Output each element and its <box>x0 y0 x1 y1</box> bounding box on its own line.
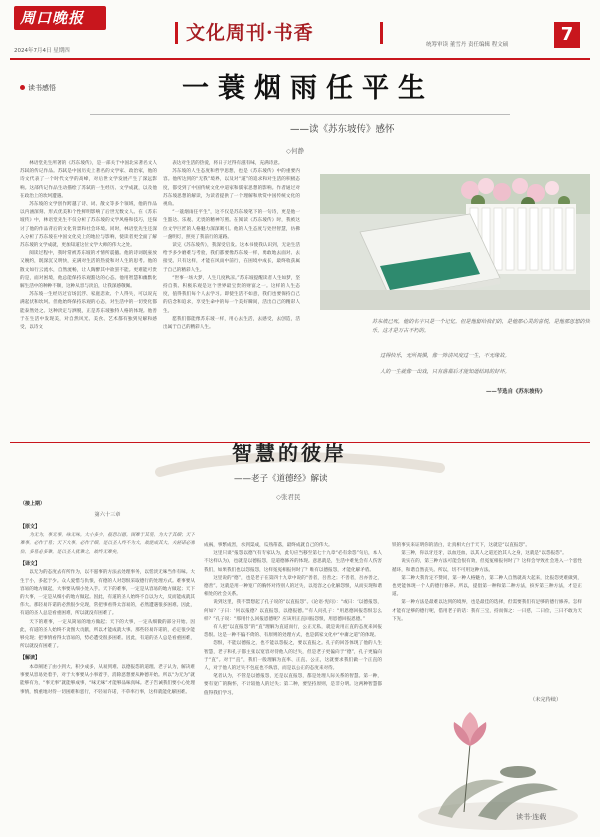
to-be-continued: （未完待续） <box>530 697 562 703</box>
masthead-logo <box>14 6 106 30</box>
article2-col3-para: 第二种大我肯定不赞同，第一种人格魅力，第二种人自然就高大起来，比报怨更难做到，也更能体现一个人的德行修养。所以，提倡第一种和第二种方法，摈弃第三种方法，才是正道。 <box>392 575 582 598</box>
article1-column-2 <box>163 160 300 440</box>
original-heading: 【原文】 <box>20 523 41 530</box>
pull-quote-2: 人的一生就像一出戏，只有落幕后才能知道结局的好坏。 <box>380 369 510 375</box>
masthead-editors: 统筹审读 董雪丹 责任编辑 程文硕 <box>426 42 509 48</box>
book-photo-illustration <box>320 174 590 310</box>
original-text: 为无为，事无事，味无味。大小多少，报怨以德。图难于其易，为大于其细；天下难事，必作于易；天下大事，必作于细。是以圣人终不为大，故能成其大。夫轻诺必寡信，多易必多难。是以圣人犹难之，故终无难矣。 <box>20 533 195 555</box>
article1-author: ◇何静 <box>286 147 304 155</box>
quote-source: ——节选自《苏东坡传》 <box>486 389 546 395</box>
translation-para: 天下的难事，一定从简易的地方做起；天下的大事，一定从细微的部分开始。因此，有道的圣人始终不贪图大贡献，所以才能成就大事。那些轻易许诺的，必定很少能够兑现；把事情看得太容易的，势必遭受很多困难。因此，有道的圣人总是看重困难，所以就没有困难了。 <box>20 619 195 650</box>
article2-col3-para: 第三种，你以牙还牙，以血还血，以其人之道还治其人之身，这就是“以怨报怨”。 <box>401 551 567 557</box>
article-1 <box>0 62 600 442</box>
interpret-para: 本章阐述了由小到大、积少成多，从易到难、以德报怨的道理。老子认为，解决难事要从容易处着手，对于大事要从小事着手，消除恶想要从种德开始。所以“为无为”就能够有为，“事无事”就能够成事，“味无味”才能够品味真味。老子告诫我们要小心处理事情，慎重地对待一切困难和恶行，不轻易许诺，不草率行事，这样就能化解困难。 <box>20 665 195 695</box>
article1-col2-para: 愿我们都能像苏东坡一样，用心去生活，去感受，去创造，活出属于自己的精彩人生。 <box>163 316 300 331</box>
interpret-heading: 【解读】 <box>20 655 41 662</box>
page-number-box <box>554 22 580 48</box>
book-photo <box>320 174 590 310</box>
article2-author: ◇张君民 <box>276 493 301 501</box>
article2-col2-para: 笔者认为，不管是以德报怨，还是以直报怨，都是处理人际关系的智慧。第一种，要有宽广的胸怀，不计较他人的过失；第二种，要坚持原则，是非分明。这两种智慧都值得我们学习。 <box>204 674 382 696</box>
masthead <box>0 0 600 62</box>
stamp-label: 读书·连载 <box>516 813 547 821</box>
masthead-section-title: 文化周刊·书香 <box>186 22 314 44</box>
masthead-bar-left <box>175 22 178 44</box>
article-2 <box>0 441 600 837</box>
article2-col2-para: 怨恨，不能以德报之，也不能以怨报之，要以直报之。孔子的回答体现了他的人生智慧，老子和孔子都主张以宽容对待他人的过失，但是老子更偏向于“德”，孔子更偏向于“直”。对于“直”，我们一般理解为直率、正直、公正，这就要求我们做一个正直的人，对于他人的过失不包庇也不纵容，而是以公正的态度来对待。 <box>204 641 382 672</box>
article2-col3-para: 铁的事实来证明你的清白，让真相大白于天下，这就是“以直报怨”。 <box>392 543 530 548</box>
article2-subtitle: ——老子《道德经》解读 <box>234 474 328 484</box>
translation-heading: 【译文】 <box>20 560 41 567</box>
article1-title: 一蓑烟雨任平生 <box>182 73 434 104</box>
article2-column-3 <box>392 542 582 692</box>
article1-col2-para: 苏东坡的人生态度和哲学思想，也是《苏东坡传》中的重要内容。他所达到的“无我”境界，以及对“道”的追求和对生活的积极态度，都受到了中国传统文化中道家和儒家思想的影响。作者通过对苏东坡思想的解读，为读者提供了一个理解和欣赏中国传统文化的视角。 <box>163 169 300 208</box>
lotus-illustration <box>408 706 588 836</box>
article2-col2-para: 成祸，事繁成害，水到渠成，瓜熟蒂落，最终成就自己的伟大。 <box>204 543 333 548</box>
photo-caption: 苏东坡已死，他的名字只是一个记忆。但是他留给我们的，是他那心灵的喜悦，是他那思想的快乐，这才是万古不朽的。 <box>372 319 590 334</box>
article2-col2-para: 这里只谈“报怨以德”(有专家认为，此句应当移至第七十九章“必有余怨”句后，本人不这样认为)，也就是以德报怨，是道德修养的体现。意思就是，生活中难免会有人伤害我们，如果我们也以怨报怨，这样冤冤相报何时了？唯有以德报怨，才能化解矛盾。 <box>204 551 382 573</box>
page-number: 7 <box>560 24 574 45</box>
continue-note: （接上期） <box>20 501 46 507</box>
pull-quote: 过得快乐，无所畏惧，像一阵清风度过一生，不无缘故。 <box>380 353 510 359</box>
chapter-heading: 第六十三章 <box>94 511 121 518</box>
article1-subtitle: ——读《苏东坡传》感怀 <box>290 124 395 135</box>
article1-col2-para: 读完《苏东坡传》，我深受启发。这本书使我认识到，无论生活给予多少磨难与考验，我们都要像苏东坡一样，勇敢地去面对、去接受。只有这样，才能在风雨中前行，在困境中成长，最终收获属于自己的精彩人生。 <box>163 243 300 273</box>
article1-column-1 <box>20 160 157 440</box>
masthead-logo-text: 周口晚报 <box>20 9 85 27</box>
article1-col2-para: “世事一场大梦，人生几度秋凉。”苏东坡提醒读者人生如梦，坚持自我、积极乐观是这个世界最宝贵的财富之一。这样的人生态度，值得我们每个人去学习。即使生活不如意，我们也要保持自己的信念和追求，享受生命中的每一个美好瞬间，活出自己的精彩人生。 <box>163 275 300 314</box>
article1-col1-para: 苏东坡的文学创作跨越了诗、词、散文等多个领域，他的作品以内涵深刻、形式优美和个性鲜明影响了后世无数文人。在《苏东坡传》中，林语堂先生不仅分析了苏东坡的文学风格和技巧，还探讨了他的作品背后的文化背景和社会环境。同时，林语堂先生还深入分析了苏东坡在中国文化史上的地位与影响，使读者更全面了解苏东坡的文学成就，更加知道这位文学大师的伟大之处。 <box>20 202 157 249</box>
article1-label-text: 读书感悟 <box>28 84 56 92</box>
article2-col2-para: 说到这里，我不禁想起了孔子说的“以直报怨”。《论语·宪问》：“或曰：‘以德报怨，何如？’子曰：‘何以报德？以直报怨，以德报德。’”有人问孔子：“用恩德回报怨恨怎么样？”孔子说：“那用什么回报恩德呢？应该用正直回报怨恨，用恩德回报恩德。” <box>204 600 382 622</box>
article1-label <box>20 80 70 96</box>
translation-para: 以无为的态度去有所作为，以不滋事的方法去处理事务，以恬淡无味当作有味。大生于小，多起于少。众人爱惜与仇恨，有德的人对怨恨采取德行的处理方式。难事要从容易的地方做起，大事要从细小处入手。天下的难事，一定是从容易的地方做起；天下的大事，一定是从细小的地方做起。因此，有道的圣人始终不自以为大，反而能成就其伟大。那轻易许诺的必然很少兑现，常把事看得太容易的，必然遭遇很多困难。因此，有道的圣人总是看重困难，所以就没有困难了。 <box>20 570 195 617</box>
masthead-date: 2024年7月4日 星期四 <box>14 48 70 54</box>
article2-col2-para: 这里说的“德”，也是老子在第四十九章中说的“善者，吾善之；不善者，吾亦善之，德善”。这就是用一种宽广的胸怀对待别人的过失，以宽容之心化解怨恨，从而实现和谐相处的社会关系。 <box>204 575 382 598</box>
article1-col2-para: 表达对生活的热爱，将日子过得有滋有味，充满诗意。 <box>172 161 283 166</box>
article2-col3-para: 第一种方法是最难以达到的境界，也是最佳的选择，但需要我们有足够的德行修养。怎样才能有足够的德行呢，借用老子的话：我有三宝，持而保之：一曰慈，二曰俭，三曰不敢为天下先。 <box>392 600 582 622</box>
article1-label-dot <box>20 85 25 90</box>
article2-column-1 <box>20 498 195 834</box>
article1-col1-para: 阅读过程中，我时常被苏东坡的才情所震撼。他的诗词既豪放又婉约，既深沉又明快，充满对生活的热爱和对人生的思考。他的散文如行云流水，自然流畅，让人陶醉其中欲罢不能。更难能可贵的是，面对困境，他总能保持乐观豁达的心态。他用智慧和幽默化解生活中的种种不顺，这种从容与淡泊，让我深感敬佩。 <box>20 251 157 290</box>
article1-col2-para: “一蓑烟雨任平生”，这不仅是苏东坡笔下的一句诗，更是他一生豁达、乐观、无畏的精神写照。在阅读《苏东坡传》时，我被这位文学巨匠的人格魅力深深吸引。他的人生态度与处世智慧，仿佛一盏明灯，照亮了我前行的道路。 <box>163 210 300 240</box>
article1-title-rule <box>90 114 510 115</box>
article2-col2-para: 有人把“以直报怨”的“直”理解为直道而行，公正无私，就是说用正直的态度来回报怨恨。这是一种不偏不倚的、有原则的处理方式，也是儒家文化中“中庸之道”的体现。 <box>204 625 382 639</box>
article1-col1-para: 苏东坡一生经历过官场沉浮、家庭悲欢、个人得失，可以说充满起伏和坎坷。但他始终保持乐观的心态，对生活中的一切变化都能泰然处之。这种淡定与洒脱，正是苏东坡独特人格的体现。他善于在生活中发现美，对自然风光、美食、艺术都有独到见解和感受，以诗文 <box>20 292 157 331</box>
article1-col1-para: 林语堂先生所著的《苏东坡传》，是一部关于中国北宋著名文人苏轼的传记作品。苏轼是中国历史上著名的文学家、政治家，他的诗文代表了一个时代文学的高峰，对后世文学发展产生了深远影响。这部传记作品生动描绘了苏轼的一生经历、文学成就，以及他在政治上的坎坷遭遇。 <box>20 161 157 199</box>
article2-col3-para: 说实在的，第三种方法可能会很有效，但冤冤相报何时了？这样会导致社会进入一个恶性循环，和谐自然丧失。所以，切不可用这种方法。 <box>392 559 582 573</box>
masthead-rule <box>10 58 590 60</box>
masthead-bar-right <box>380 22 383 44</box>
article2-column-2 <box>204 542 382 834</box>
article2-title: 智慧的彼岸 <box>232 441 347 465</box>
